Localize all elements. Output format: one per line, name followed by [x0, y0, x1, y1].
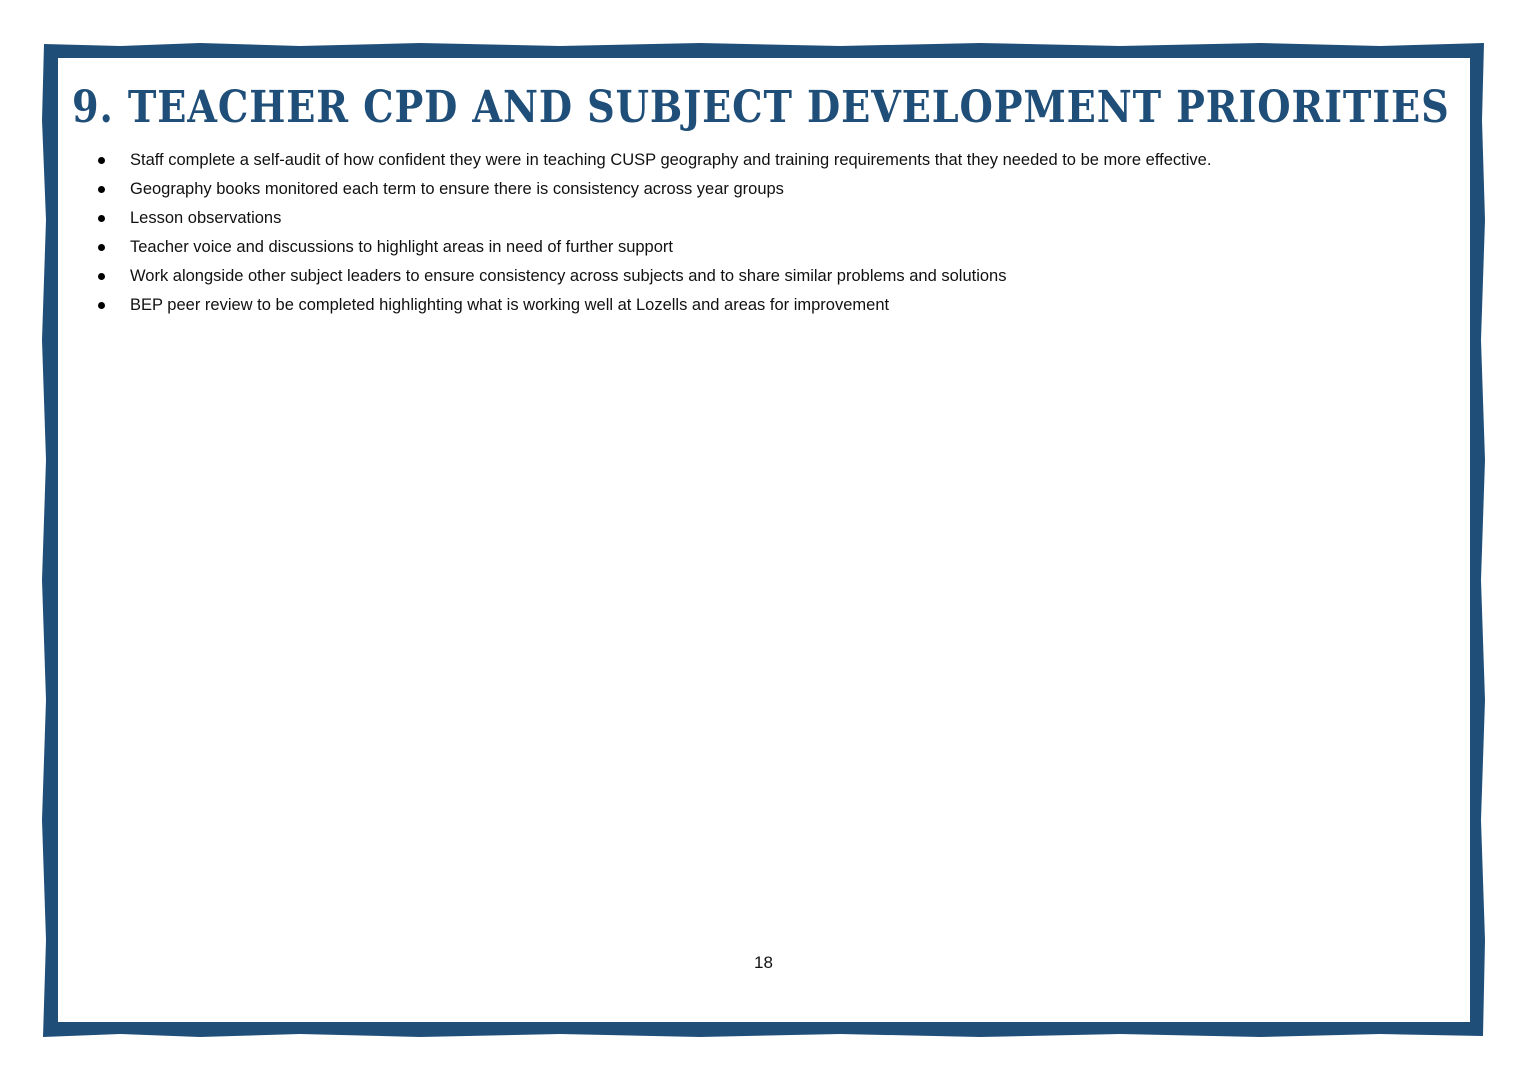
list-item [98, 175, 1458, 204]
list-item [98, 204, 1458, 233]
list-item-text: BEP peer review to be completed highlighting what is working well at Lozells and areas for improvement [130, 296, 890, 314]
page-number: 18 [754, 953, 773, 972]
bullet-icon [98, 215, 105, 222]
bullet-icon [98, 273, 105, 280]
bullet-icon [98, 244, 105, 251]
bullet-icon [98, 186, 105, 193]
priorities-list [98, 146, 1458, 320]
bullet-icon [98, 157, 105, 164]
list-item-text: Work alongside other subject leaders to ensure consistency across subjects and to share similar problems and solutions [130, 267, 1007, 285]
list-item-text: Teacher voice and discussions to highlight areas in need of further support [130, 238, 673, 256]
list-item [98, 146, 1458, 175]
page-title: 9. TEACHER CPD AND SUBJECT DEVELOPMENT PRIORITIES [72, 82, 1450, 133]
list-item-text: Lesson observations [130, 209, 282, 227]
list-item-text: Geography books monitored each term to ensure there is consistency across year groups [130, 180, 784, 198]
list-item [98, 233, 1458, 262]
list-item-text: Staff complete a self-audit of how confident they were in teaching CUSP geography and training requirements that they needed to be more effective. [130, 151, 1212, 169]
bullet-icon [98, 302, 105, 309]
list-item [98, 262, 1458, 291]
list-item [98, 291, 1458, 320]
